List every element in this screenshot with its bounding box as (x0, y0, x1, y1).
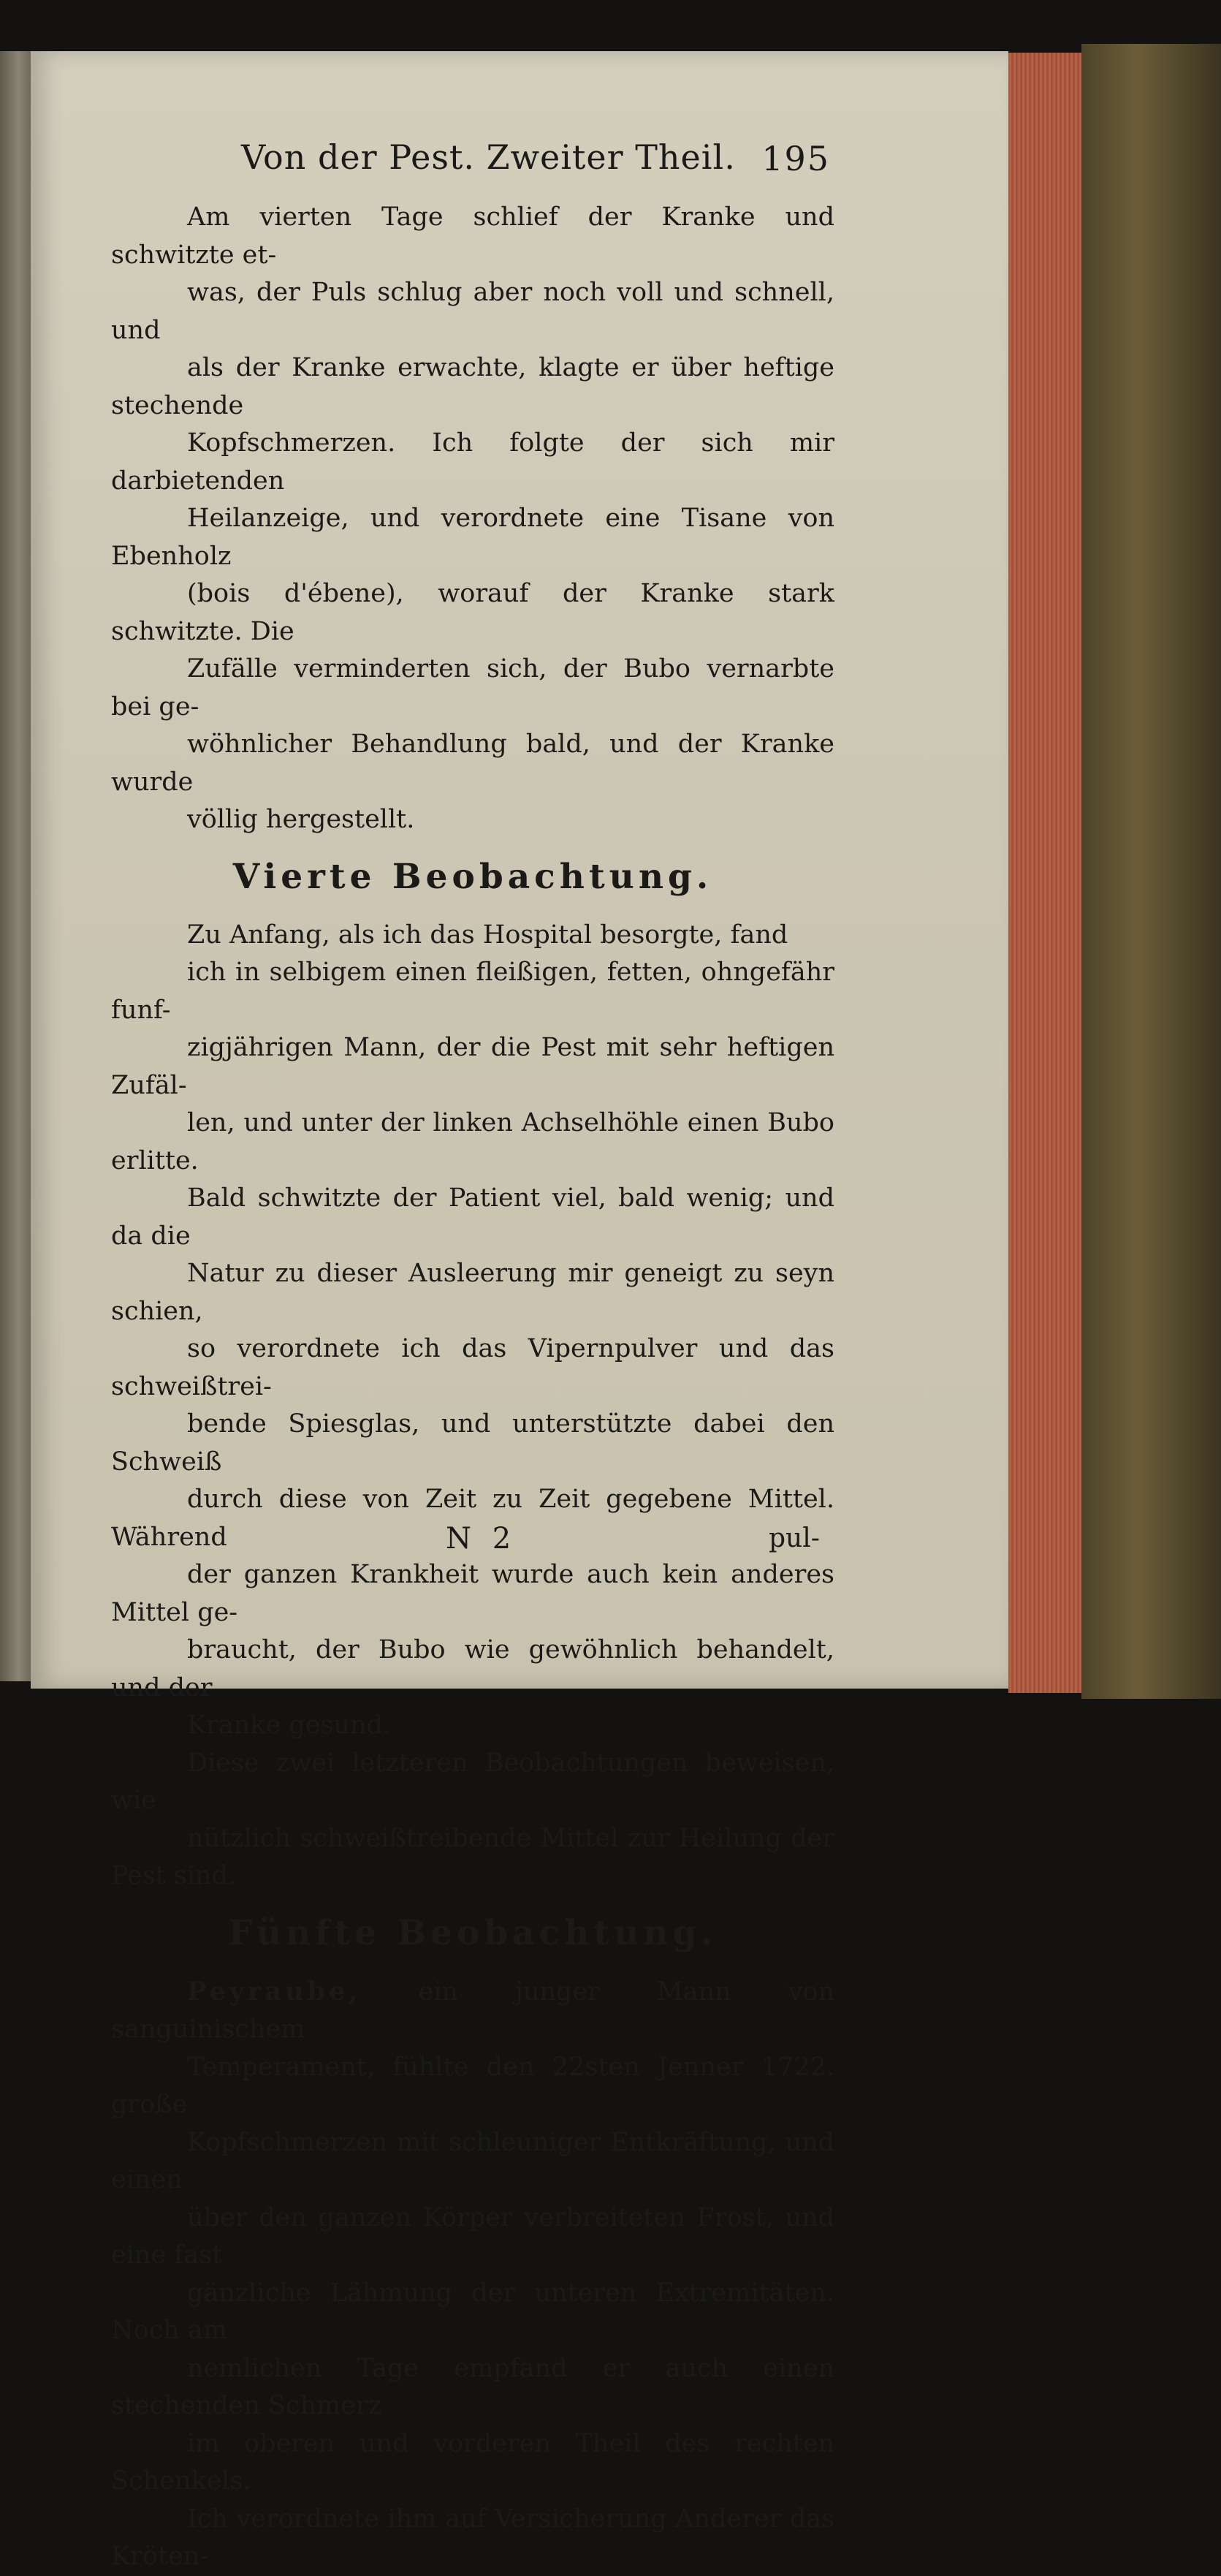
text-line: als der Kranke erwachte, klagte er über heftige stechende (111, 353, 834, 420)
text-line: braucht, der Bubo wie gewöhnlich behandelt, und der (111, 1635, 834, 1702)
text-line: über den ganzen Körper verbreiteten Frost, und eine fast (111, 2202, 834, 2270)
page-header (241, 137, 840, 189)
page-number: 195 (761, 139, 830, 178)
text-line: nützlich schweißtreibende Mittel zur Heilung der Pest sind. (111, 1823, 834, 1890)
text-line: Diese zwei letzteren Beobachtungen beweisen, wie (111, 1748, 834, 1815)
book-cover (1081, 44, 1221, 1699)
text-line: Natur zu dieser Ausleerung mir geneigt zu seyn schien, (111, 1259, 834, 1326)
text-line: Zufälle verminderten sich, der Bubo vernarbte bei ge- (111, 654, 834, 721)
text-line: len, und unter der linken Achselhöhle einen Bubo erlitte. (111, 1108, 834, 1175)
text-line: nemlichen Tage empfand er auch einen stechenden Schmerz (111, 2353, 834, 2420)
text-line: so verordnete ich das Vipernpulver und das schweißtrei- (111, 1334, 834, 1401)
text-line: Bald schwitzte der Patient viel, bald wenig; und da die (111, 1183, 834, 1251)
text-line: Kranke gesund. (187, 1711, 392, 1740)
running-title: Von der Pest. Zweiter Theil. (241, 137, 736, 177)
text-line: Ich verordnete ihm auf Versicherung Anderer das Kröten- (111, 2504, 834, 2571)
text-line: durch diese von Zeit zu Zeit gegebene Mittel. Während (111, 1485, 834, 1552)
paragraph-1 (111, 199, 834, 839)
text-line: Zu Anfang, als ich das Hospital besorgte, fand (187, 920, 788, 950)
text-line: was, der Puls schlug aber noch voll und schnell, und (111, 278, 834, 345)
text-line: wöhnlicher Behandlung bald, und der Kranke wurde (111, 730, 834, 797)
text-line: Kopfschmerzen mit schleuniger Entkräftung, und einen (111, 2127, 834, 2194)
paragraph-2 (111, 917, 834, 1745)
main-text (111, 199, 834, 2576)
paragraph-4 (111, 1973, 834, 2576)
heading-fourth-observation: Vierte Beobachtung. (232, 856, 713, 897)
left-page-edge (0, 51, 31, 1681)
text-line: Heilanzeige, und verordnete eine Tisane von Ebenholz (111, 504, 834, 571)
text-line: völlig hergestellt. (187, 805, 415, 834)
paragraph-3 (111, 1745, 834, 1895)
catchword: pul- (769, 1523, 820, 1553)
text-line: gänzliche Lähmung der unteren Extremitäten. Noch am (111, 2278, 834, 2345)
text-line: der ganzen Krankheit wurde auch kein anderes Mittel ge- (111, 1560, 834, 1627)
text-line: bende Spiesglas, und unterstützte dabei den Schweiß (111, 1409, 834, 1477)
text-line: Am vierten Tage schlief der Kranke und schwitzte et- (111, 202, 834, 270)
text-line: Temperament, fühlte den 22sten Jenner 1722. große (111, 2052, 834, 2119)
text-line-rest: ein junger Mann von sanguinischem (111, 1977, 834, 2044)
heading-fifth-observation: Fünfte Beobachtung. (228, 1912, 718, 1953)
text-line: zigjährigen Mann, der die Pest mit sehr heftigen Zufäl- (111, 1033, 834, 1100)
text-line: im oberen und vorderen Theil des rechten Schenkels. (111, 2428, 834, 2496)
patient-name: Peyraube, (187, 1976, 362, 2007)
signature-mark: N 2 (446, 1522, 517, 1556)
red-page-edges (1008, 53, 1081, 1693)
text-line: ich in selbigem einen fleißigen, fetten, ohngefähr funf- (111, 958, 834, 1025)
text-line: (bois d'ébene), worauf der Kranke stark schwitzte. Die (111, 579, 834, 646)
text-line (111, 1973, 834, 2049)
text-line: Kopfschmerzen. Ich folgte der sich mir darbietenden (111, 428, 834, 496)
